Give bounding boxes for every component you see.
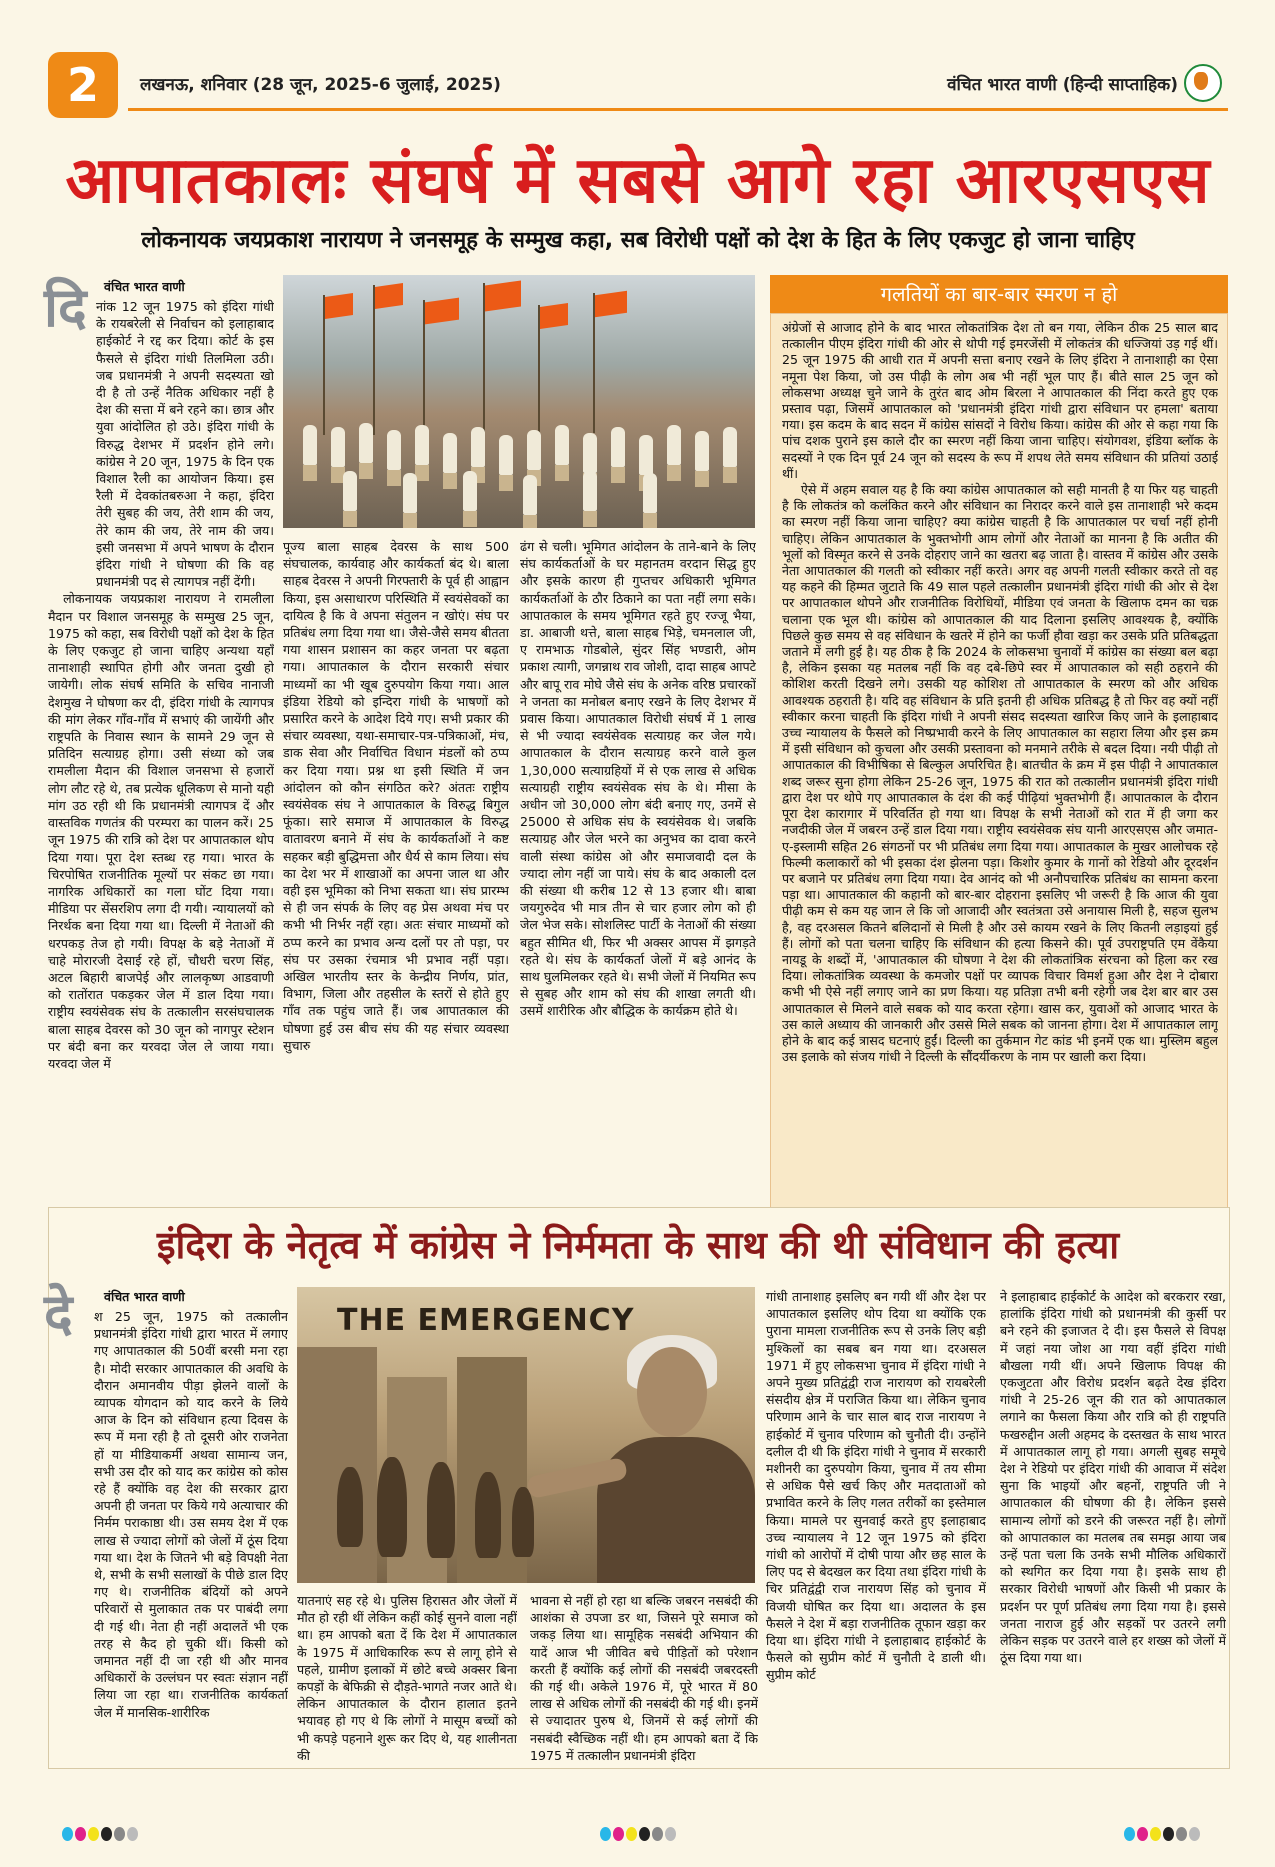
- sidebar-paragraph-2: ऐसे में अहम सवाल यह है कि क्या कांग्रेस आपातकाल को सही मानती है या फिर यह चाहती है कि लोकतंत्र को कलंकित करने और संविधान का निरादर करने वाले इस तानाशाही भरे कदम का स्मरण नहीं किया जाना चाहिए? क्या कांग्रेस चाहती है कि आपातकाल पर चर्चा नहीं होनी चाहिए। लेकिन आपातकाल के भुक्तभोगी आम लोगों और नेताओं का मानना है कि अतीत की भूलों को विस्मृत करने से उनके दोहराए जाने का खतरा बढ़ जाता है। वास्तव में कांग्रेस और उसके नेता आपातकाल की गलती को स्वीकार नहीं करते। अगर वह अपनी गलती स्वीकार करते तो वह यह कहने की हिम्मत जुटाते कि 49 साल पहले तत्कालीन प्रधानमंत्री इंदिरा गांधी की ओर से देश पर आपातकाल थोपने और राजनीतिक विरोधियों, मीडिया एवं जनता के खिलाफ दमन का चक्र चलाना एक भूल थी। कांग्रेस को आपातकाल की याद दिलाना इसलिए आवश्यक है, क्योंकि पिछले कुछ समय से वह संविधान के खतरे में होने का फर्जी हौवा खड़ा कर उसके प्रति प्रतिबद्धता जताने में लगी हुई है। यह ठीक है कि 2024 के लोकसभा चुनावों में कांग्रेस का संख्या बल बढ़ा है, लेकिन इसका यह मतलब नहीं कि वह दबे-छिपे स्वर में आपातकाल को सही ठहराने की कोशिश करती दिखने लगे। उसकी यह कोशिश तो आपातकाल के स्मरण को और अधिक आवश्यक ठहराती है। यदि वह संविधान के प्रति इतनी ही अधिक प्रतिबद्ध है तो फिर वह क्यों नहीं स्वीकार करना चाहती कि इंदिरा गांधी ने अपनी संसद सदस्यता खारिज किए जाने के इलाहाबाद उच्च न्यायालय के फैसले को निष्प्रभावी करने के लिए आपातकाल का सहारा लिया और इस क्रम में इसी संविधान को कुचला और उसकी प्रस्तावना को मनमाने तरीके से बदल दिया। नयी पीढ़ी तो आपातकाल की विभीषिका से बिल्कुल अपरिचित है। बातचीत के क्रम में इस पीढ़ी ने आपातकाल शब्द जरूर सुना होगा लेकिन 25-26 जून, 1975 की रात को तत्कालीन प्रधानमंत्री इंदिरा गांधी द्वारा देश पर थोपे गए आपातकाल के दंश की कई पीढ़ियां भुक्तभोगी हैं। आपातकाल के दौरान पूरा देश कारागार में परिवर्तित हो गया था। विपक्ष के सभी नेताओं को रात में ही जगा कर नजदीकी जेल में जबरन उन्हें डाल दिया गया। राष्ट्रीय स्वयंसेवक संघ यानी आरएसएस और जमात-ए-इस्लामी सहित 26 संगठनों पर भी प्रतिबंध लगा दिया गया। आपातकाल के मुखर आलोचक रहे फिल्मी कलाकारों को भी इसका दंश झेलना पड़ा। किशोर कुमार के गानों को रेडियो और दूरदर्शन पर बजाने पर प्रतिबंध लगा दिया गया। देव आनंद को भी अनौपचारिक प्रतिबंध का सामना करना पड़ा था। आपातकाल की कहानी को बार-बार दोहराना इसलिए भी जरूरी है कि आज की युवा पीढ़ी कम से कम यह जान ले कि जो आजादी और स्वतंत्रता उसे अनायास मिली है, सहज सुलभ है, वह दरअसल कितने बलिदानों से मिली है और उसे कायम रखने के लिए कितनी लड़ाइयां हुई हैं। लोगों को पता चलना चाहिए कि संविधान की हत्या किसने की। पूर्व उपराष्ट्रपति एम वेंकैया नायडू के शब्दों में, 'आपातकाल की घोषणा ने देश की लोकतांत्रिक संरचना को हिला कर रख दिया। लोकतांत्रिक व्यवस्था के कमजोर पक्षों पर व्यापक विचार विमर्श हुआ और देश ने दोबारा कभी भी ऐसे नहीं लगाए जाने का प्रण किया। यह प्रतिज्ञा तभी बनी रहेगी जब देश बार बार उस आपातकाल से मिलने वाले सबक को याद करता रहेगा। खास कर, युवाओं को आजाद भारत के उस काले अध्याय की जानकारी और उससे मिले सबक को जानना होगा। देश में आपातकाल लागू होने के बाद कई त्रासद घटनाएं हुईं। दिल्ली का तुर्कमान गेट कांड भी इनमें एक था। मुस्लिम बहुल उस इलाके को संजय गांधी ने दिल्ली के सौंदर्यीकरण के नाम पर खाली करा दिया।: [782, 482, 1218, 1065]
- second-column-3: [530, 1592, 758, 1772]
- second-col2-body: यातनाएं सह रहे थे। पुलिस हिरासत और जेलों में मौत हो रही थीं लेकिन कहीं कोई सुनने वाला नहीं था। हम आपको बता दें कि देश में आपातकाल के 1975 में आधिकारिक रूप से लागू होने से पहले, ग्रामीण इलाकों में छोटे बच्चे अक्सर बिना कपड़ों के बेफिक्री से दौड़ते-भागते नजर आते थे। लेकिन आपातकाल के दौरान हालात इतने भयावह हो गए थे कि लोगों ने मासूम बच्चों को भी कपड़े पहनाने शुरू कर दिए थे, यह शालीनता की: [297, 1593, 517, 1763]
- sidebar-text: [782, 320, 1218, 1210]
- second-column-4: [766, 1288, 986, 1768]
- emergency-illustration: [297, 1287, 755, 1583]
- publication-name: वंचित भारत वाणी (हिन्दी साप्ताहिक): [947, 75, 1178, 95]
- main-dropcap: दि: [44, 275, 87, 339]
- main-column-2: [283, 538, 509, 1198]
- main-col1-lead: नांक 12 जून 1975 को इंदिरा गांधी के रायबरेली से निर्वाचन को इलाहाबाद हाईकोर्ट ने रद्द कर दिया। कोर्ट के इस फैसले से इंदिरा गांधी तिलमिला उठी। जब प्रधानमंत्री ने अपनी सदस्यता खो दी है तो उन्हें नैतिक अधिकार नहीं है देश की सत्ता में बने रहने का। छात्र और युवा आंदोलित हो उठे। इंदिरा गांधी के विरुद्ध देशभर में प्रदर्शन होने लगे। कांग्रेस ने 20 जून, 1975 के दिन एक विशाल रैली का आयोजन किया। इस रैली में देवकांतबरुआ ने कहा, इंदिरा तेरी सुबह की जय, तेरी शाम की जय, तेरे काम की जय, तेरे नाम की जय। इसी जनसभा में अपने भाषण के दौरान इंदिरा गांधी ने घोषणा की कि वह प्रधानमंत्री पद से त्यागपत्र नहीं देंगी।: [96, 299, 274, 590]
- main-col2-body: पूज्य बाला साहब देवरस के साथ 500 संघचालक, कार्यवाह और कार्यकर्ता बंद थे। बाला साहब देवरस ने अपनी गिरफ्तारी के पूर्व ही आह्वान किया, इस असाधारण परिस्थिति में स्वयंसेवकों का दायित्व है कि वे अपना संतुलन न खोएं। संघ पर प्रतिबंध लगा दिया गया था। जैसे-जैसे समय बीतता गया शासन प्रशासन का कहर जनता पर बढ़ता गया। आपातकाल के दौरान सरकारी संचार माध्यमों का भी खूब दुरुपयोग किया गया। आल इंडिया रेडियो को इन्दिरा गांधी के भाषणों को प्रसारित करने के आदेश दिये गए। सभी प्रकार की संचार व्यवस्था, यथा-समाचार-पत्र-पत्रिकाओं, मंच, डाक सेवा और निर्वाचित विधान मंडलों को ठप्प कर दिया गया। प्रश्न था इसी स्थिति में जन आंदोलन को कौन संगठित करे? अंततः राष्ट्रीय स्वयंसेवक संघ ने आपातकाल के विरुद्ध बिगुल फूंका। सारे समाज में आपातकाल के विरुद्ध वातावरण बनाने में संघ के कार्यकर्ताओं ने कष्ट सहकर बड़ी बुद्धिमत्ता और धैर्य से काम लिया। संघ का देश भर में शाखाओं का अपना जाल था और वही इस भूमिका को निभा सकता था। संघ प्रारम्भ से ही जन संपर्क के लिए वह प्रेस अथवा मंच पर कभी भी निर्भर नहीं रहा। अतः संचार माध्यमों को ठप्प करने का प्रभाव अन्य दलों पर तो पड़ा, पर संघ पर उसका रंचमात्र भी प्रभाव नहीं पड़ा। अखिल भारतीय स्तर के केन्द्रीय निर्णय, प्रांत, विभाग, जिला और तहसील के स्तरों से होते हुए गाँव तक पहुंच जाते हैं। जब आपातकाल की घोषणा हुई उस बीच संघ की यह संचार व्यवस्था सुचारु: [283, 539, 509, 1053]
- registration-marks-center: [600, 1826, 678, 1840]
- second-dropcap: दे: [44, 1281, 73, 1345]
- second-col1-body: श 25 जून, 1975 को तत्कालीन प्रधानमंत्री इंदिरा गांधी द्वारा भारत में लगाए गए आपातकाल की 50वीं बरसी मना रहा है। मोदी सरकार आपातकाल की अवधि के दौरान अमानवीय पीड़ा झेलने वालों के व्यापक योगदान को याद करने के लिये आज के दिन को संविधान हत्या दिवस के रूप में मना रही है तो दूसरी ओर राजनेता हों या मीडियाकर्मी अथवा सामान्य जन, सभी उस दौर को याद कर कांग्रेस को कोस रहे हैं क्योंकि वह देश की सरकार द्वारा अपनी ही जनता पर किये गये अत्याचार की निर्मम पराकाष्ठा थी। उस समय देश में एक लाख से ज्यादा लोगों को जेलों में ठूंस दिया गया था। देश के जितने भी बड़े विपक्षी नेता थे, सभी के सभी सलाखों के पीछे डाल दिए गए थे। राजनीतिक बंदियों को अपने परिवारों से मुलाकात तक पर पाबंदी लगा दी गई थी। नेता ही नहीं अदालतें भी एक तरह से कैद हो चुकी थीं। किसी को जमानत नहीं दी जा रही थी और मानव अधिकारों के उल्लंघन पर स्वतः संज्ञान नहीं लिया जा रहा था। राजनीतिक कार्यकर्ता जेल में मानसिक-शारीरिक: [94, 1309, 288, 1720]
- second-headline: इंदिरा के नेतृत्व में कांग्रेस ने निर्ममता के साथ की थी संविधान की हत्या: [156, 1223, 1120, 1267]
- second-column-1: [48, 1308, 288, 1768]
- sidebar-paragraph-1: अंग्रेजों से आजाद होने के बाद भारत लोकतांत्रिक देश तो बन गया, लेकिन ठीक 25 साल बाद तत्कालीन पीएम इंदिरा गांधी की ओर से थोपी गई इमरजेंसी में लोकतंत्र की धज्जियां उड़ गई थीं। 25 जून 1975 की आधी रात में अपनी सत्ता बनाए रखने के लिए इंदिरा ने तानाशाही का ऐसा नमूना पेश किया, जो उस पीढ़ी के लोग अब भी नहीं भूल पाए हैं। बीते साल 25 जून को लोकसभा अध्यक्ष चुने जाने के तुरंत बाद ओम बिरला ने आपातकाल की निंदा करते हुए एक प्रस्ताव पढ़ा, जिसमें आपातकाल को 'प्रधानमंत्री इंदिरा गांधी द्वारा संविधान पर हमला' बताया गया। इस कदम के बाद सदन में कांग्रेस सांसदों ने विरोध किया। कांग्रेस की ओर से कहा गया कि पांच दशक पुराने इस काले दौर का स्मरण नहीं किया जाना चाहिए। संयोगवश, इंडिया ब्लॉक के सदस्यों ने एक दिन पूर्व 24 जून को सदस्य के रूप में शपथ लेते समय संविधान की प्रतियां उठाई थीं।: [782, 320, 1218, 481]
- page-number: 2: [48, 52, 118, 118]
- main-headline: आपातकालः संघर्ष में सबसे आगे रहा आरएसएस: [65, 144, 1211, 218]
- publication-logo-icon: [1184, 64, 1222, 102]
- registration-marks-left: [62, 1826, 140, 1840]
- page-header: [48, 52, 1228, 128]
- main-column-3: [520, 538, 756, 1198]
- sidebar-title: गलतियों का बार-बार स्मरण न हो: [770, 275, 1228, 313]
- second-column-5: [1000, 1288, 1226, 1768]
- main-column-1: [48, 298, 274, 1198]
- second-column-2: [297, 1592, 517, 1772]
- rss-march-photo: [283, 275, 755, 528]
- registration-marks-right: [1124, 1826, 1202, 1840]
- header-rule: [128, 108, 1228, 111]
- second-col4-body: गांधी तानाशाह इसलिए बन गयी थीं और देश पर आपातकाल इसलिए थोप दिया था क्योंकि एक पुराना मामला राजनीतिक रूप से उनके लिए बड़ी मुश्किलों का सबब बन गया था। दरअसल 1971 में हुए लोकसभा चुनाव में इंदिरा गांधी ने अपने मुख्य प्रतिद्वंद्वी राज नारायण को रायबरेली संसदीय क्षेत्र में पराजित किया था। लेकिन चुनाव परिणाम आने के चार साल बाद राज नारायण ने हाईकोर्ट में चुनाव परिणाम को चुनौती दी। उन्होंने दलील दी थी कि इंदिरा गांधी ने चुनाव में सरकारी मशीनरी का दुरुपयोग किया, चुनाव में तय सीमा से अधिक पैसे खर्च किए और मतदाताओं को प्रभावित करने के लिए गलत तरीकों का इस्तेमाल किया। मामले पर सुनवाई करते हुए इलाहाबाद उच्च न्यायालय ने 12 जून 1975 को इंदिरा गांधी को आरोपों में दोषी पाया और छह साल के लिए पद से बेदखल कर दिया तथा इंदिरा गांधी के चिर प्रतिद्वंद्वी राज नारायण सिंह को चुनाव में विजयी घोषित कर दिया था। अदालत के इस फैसले ने देश में बड़ा राजनीतिक तूफान खड़ा कर दिया था। इंदिरा गांधी ने इलाहाबाद हाईकोर्ट के फैसले को सुप्रीम कोर्ट में चुनौती दे डाली थी। सुप्रीम कोर्ट: [766, 1289, 986, 1683]
- second-col5-body: ने इलाहाबाद हाईकोर्ट के आदेश को बरकरार रखा, हालांकि इंदिरा गांधी को प्रधानमंत्री की कुर्सी पर बने रहने की इजाजत दे दी। इस फैसले से विपक्ष में जहां नया जोश आ गया वहीं इंदिरा गांधी बौखला गयी थीं। अपने खिलाफ विपक्ष की एकजुटता और विरोध प्रदर्शन बढ़ते देख इंदिरा गांधी ने 25-26 जून की रात को आपातकाल लगाने का फैसला किया और रात्रि को ही राष्ट्रपति फखरुद्दीन अली अहमद के दस्तखत के साथ भारत में आपातकाल लागू हो गया। अगली सुबह समूचे देश ने रेडियो पर इंदिरा गांधी की आवाज में संदेश सुना कि भाइयों और बहनों, राष्ट्रपति जी ने आपातकाल की घोषणा की है। लेकिन इससे सामान्य लोगों को डरने की जरूरत नहीं है। लोगों को आपातकाल का मतलब तब समझ आया जब उन्हें पता चला कि उनके सभी मौलिक अधिकारों को स्थगित कर दिया गया है। इसके साथ ही सरकार विरोधी भाषणों और किसी भी प्रकार के प्रदर्शन पर पूर्ण प्रतिबंध लगा दिया गया है। इससे जनता नाराज हुई और सड़कों पर उतरने लगी लेकिन सड़क पर उतरने वाले हर शख्स को जेलों में ठूंस दिया गया था।: [1000, 1289, 1226, 1666]
- second-byline: वंचित भारत वाणी: [104, 1289, 185, 1304]
- main-col1-body: लोकनायक जयप्रकाश नारायण ने रामलीला मैदान पर विशाल जनसमूह के सम्मुख 25 जून, 1975 को कहा, सब विरोधी पक्षों को देश के हित के लिए एकजुट हो जाना चाहिए अन्यथा यहाँ तानाशाही स्थापित होगी और जनता दुखी हो जायेगी। लोक संघर्ष समिति के सचिव नानाजी देशमुख ने घोषणा कर दी, इंदिरा गांधी के त्यागपत्र की मांग लेकर गाँव-गाँव में सभाएं की जायेंगी और राष्ट्रपति के निवास स्थान के सामने 29 जून से प्रतिदिन सत्याग्रह होगा। उसी संध्या को जब रामलीला मैदान की विशाल जनसभा से हजारों लोग लौट रहे थे, तब प्रत्येक धूलिकण से मानो यही मांग उठ रही थी कि प्रधानमंत्री त्यागपत्र दें और वास्तविक गणतंत्र की परम्परा का पालन करें। 25 जून 1975 की रात्रि को देश पर आपातकाल थोप दिया गया। पूरा देश स्तब्ध रह गया। भारत के चिरपोषित राजनीतिक मूल्यों पर संकट छा गया। नागरिक अधिकारों का गला घोंट दिया गया। मीडिया पर सेंसरशिप लगा दी गयी। न्यायालयों को निरर्थक बना दिया गया था। दिल्ली में नेताओं की धरपकड़ तेज हो गयी। विपक्ष के बड़े नेताओं में चाहे मोरारजी देसाई रहे हों, चौधरी चरण सिंह, अटल बिहारी बाजपेई और लालकृष्ण आडवाणी को रातोंरात पकड़कर जेल में डाल दिया गया। राष्ट्रीय स्वयंसेवक संघ के तत्कालीन सरसंघचालक बाला साहब देवरस को 30 जून को नागपुर स्टेशन पर बंदी बना कर यरवदा जेल ले जाया गया। यरवदा जेल में: [48, 591, 274, 1071]
- second-col3-body: भावना से नहीं हो रहा था बल्कि जबरन नसबंदी की आशंका से उपजा डर था, जिसने पूरे समाज को जकड़ लिया था। सामूहिक नसबंदी अभियान की यादें आज भी जीवित बचे पीड़ितों को परेशान करती हैं क्योंकि कई लोगों की नसबंदी जबरदस्ती की गई थी। अकेले 1976 में, पूरे भारत में 80 लाख से अधिक लोगों की नसबंदी की गई थी। इनमें से ज्यादातर पुरुष थे, जिनमें से कई लोगों की नसबंदी स्वैच्छिक नहीं थी। हम आपको बता दें कि 1975 में तत्कालीन प्रधानमंत्री इंदिरा: [530, 1593, 758, 1763]
- main-byline: वंचित भारत वाणी: [104, 279, 185, 294]
- emergency-image-title: THE EMERGENCY: [337, 1303, 635, 1338]
- main-col3-body: ढंग से चली। भूमिगत आंदोलन के ताने-बाने के लिए संघ कार्यकर्ताओं के घर महानतम वरदान सिद्ध हुए और इसके कारण ही गुप्तचर अधिकारी भूमिगत कार्यकर्ताओं के ठौर ठिकाने का पता नहीं लगा सके। आपातकाल के समय भूमिगत रहते हुए रज्जू भैया, डा. आबाजी थत्ते, बाला साहब भिड़े, चमनलाल जी, ए रामभाऊ गोडबोले, सुंदर सिंह भण्डारी, ओम प्रकाश त्यागी, जगन्नाथ राव जोशी, दादा साहब आपटे और बापू राव मोघे जैसे संघ के अनेक वरिष्ठ प्रचारकों ने जनता का मनोबल बनाए रखने के लिए देशभर में प्रवास किया। आपातकाल विरोधी संघर्ष में 1 लाख से भी ज्यादा स्वयंसेवक सत्याग्रह कर जेल गये। आपातकाल के दौरान सत्याग्रह करने वाले कुल 1,30,000 सत्याग्रहियों में से एक लाख से अधिक सत्याग्रही राष्ट्रीय स्वयंसेवक संघ के थे। मीसा के अधीन जो 30,000 लोग बंदी बनाए गए, उनमें से 25000 से अधिक संघ के स्वयंसेवक थे। जबकि सत्याग्रह और जेल भरने का अनुभव का दावा करने वाली संस्था कांग्रेस ओ और समाजवादी दल के ज्यादा लोग नहीं जा पाये। संघ के बाद अकाली दल की संख्या थी करीब 12 से 13 हजार थी। बाबा जयगुरुदेव भी मात्र तीन से चार हजार लोग को ही जेल भेज सके। सोशलिस्ट पार्टी के नेताओं की संख्या बहुत सीमित थी, फिर भी अक्सर आपस में झगड़ते रहते थे। संघ के कार्यकर्ता जेलों में बड़े आनंद के साथ घुलमिलकर रहते थे। सभी जेलों में नियमित रूप से सुबह और शाम को संघ की शाखा लगती थी। उसमें शारीरिक और बौद्धिक के कार्यक्रम होते थे।: [520, 539, 756, 1019]
- main-subheadline: लोकनायक जयप्रकाश नारायण ने जनसमूह के सम्मुख कहा, सब विरोधी पक्षों को देश के हित के लिए एकजुट हो जाना चाहिए: [141, 228, 1135, 253]
- date-line: लखनऊ, शनिवार (28 जून, 2025-6 जुलाई, 2025): [140, 75, 501, 95]
